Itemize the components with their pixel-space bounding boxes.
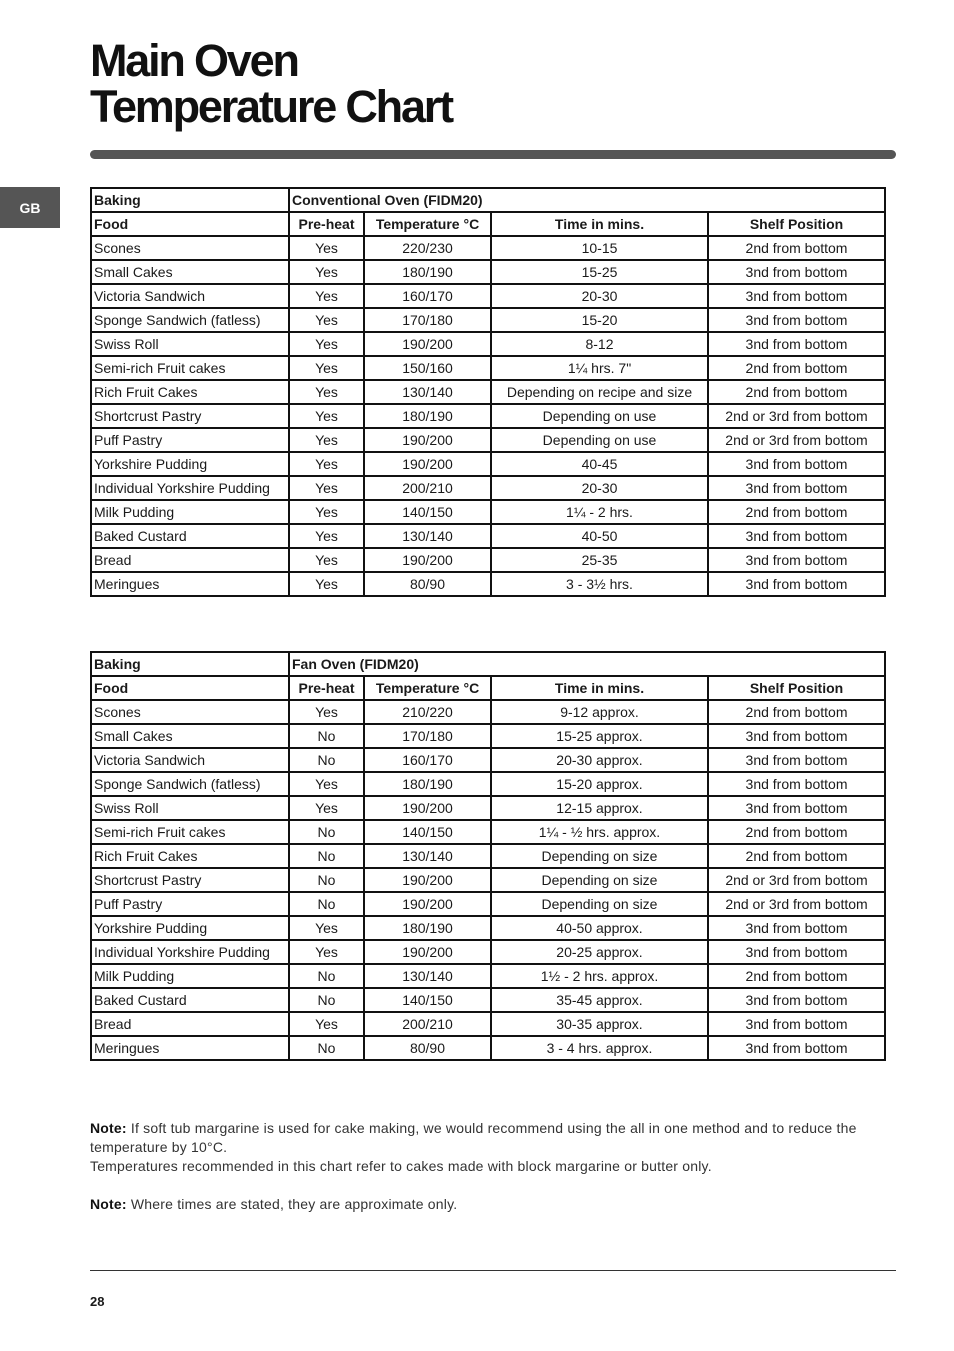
table-row [91, 500, 885, 524]
cell-shelf: 3nd from bottom [708, 988, 885, 1012]
table-row [91, 724, 885, 748]
cell-shelf: 3nd from bottom [708, 748, 885, 772]
cell-preheat: Yes [289, 572, 364, 596]
cell-time: 15-20 approx. [491, 772, 708, 796]
cell-shelf: 3nd from bottom [708, 548, 885, 572]
cell-temperature: 130/140 [364, 964, 491, 988]
table-body [91, 236, 885, 596]
cell-preheat: No [289, 820, 364, 844]
cell-preheat: Yes [289, 940, 364, 964]
col-food: Food [91, 212, 289, 236]
cell-time: 15-25 [491, 260, 708, 284]
cell-temperature: 190/200 [364, 796, 491, 820]
table-body [91, 700, 885, 1060]
note-label: Note: [90, 1120, 127, 1136]
table-row [91, 820, 885, 844]
cell-temperature: 180/190 [364, 916, 491, 940]
cell-time: Depending on size [491, 868, 708, 892]
table-row [91, 236, 885, 260]
column-header-row [91, 676, 885, 700]
cell-food: Milk Pudding [91, 964, 289, 988]
cell-shelf: 2nd or 3rd from bottom [708, 404, 885, 428]
col-time: Time in mins. [491, 212, 708, 236]
cell-preheat: Yes [289, 548, 364, 572]
cell-preheat: No [289, 1036, 364, 1060]
table-row [91, 524, 885, 548]
cell-temperature: 80/90 [364, 572, 491, 596]
col-food: Food [91, 676, 289, 700]
note-1-text: If soft tub margarine is used for cake making, we would recommend using the all in one method and to reduce the temperature by 10°C. [90, 1120, 857, 1155]
cell-time: 20-25 approx. [491, 940, 708, 964]
table-row [91, 940, 885, 964]
cell-preheat: Yes [289, 236, 364, 260]
table-row [91, 868, 885, 892]
cell-shelf: 2nd from bottom [708, 844, 885, 868]
cell-food: Rich Fruit Cakes [91, 380, 289, 404]
cell-shelf: 2nd or 3rd from bottom [708, 868, 885, 892]
cell-preheat: No [289, 988, 364, 1012]
cell-time: 10-15 [491, 236, 708, 260]
cell-preheat: Yes [289, 284, 364, 308]
table-row [91, 548, 885, 572]
cell-food: Semi-rich Fruit cakes [91, 356, 289, 380]
section-label: Baking [91, 652, 289, 676]
col-preheat: Pre-heat [289, 212, 364, 236]
cell-preheat: Yes [289, 524, 364, 548]
title-divider [90, 150, 896, 159]
oven-type-label: Fan Oven (FIDM20) [289, 652, 885, 676]
cell-food: Small Cakes [91, 260, 289, 284]
cell-time: 20-30 approx. [491, 748, 708, 772]
table-row [91, 308, 885, 332]
cell-shelf: 2nd from bottom [708, 236, 885, 260]
table-row [91, 380, 885, 404]
col-shelf: Shelf Position [708, 676, 885, 700]
col-time: Time in mins. [491, 676, 708, 700]
cell-temperature: 190/200 [364, 428, 491, 452]
cell-food: Swiss Roll [91, 796, 289, 820]
cell-food: Meringues [91, 1036, 289, 1060]
cell-food: Shortcrust Pastry [91, 868, 289, 892]
cell-time: 1¼ hrs. 7" [491, 356, 708, 380]
cell-food: Milk Pudding [91, 500, 289, 524]
cell-preheat: Yes [289, 308, 364, 332]
cell-shelf: 2nd from bottom [708, 500, 885, 524]
language-tab: GB [0, 187, 60, 228]
cell-food: Yorkshire Pudding [91, 452, 289, 476]
cell-shelf: 3nd from bottom [708, 476, 885, 500]
note-2 [90, 1195, 880, 1214]
footer-divider [90, 1270, 896, 1271]
cell-time: 30-35 approx. [491, 1012, 708, 1036]
cell-preheat: Yes [289, 700, 364, 724]
cell-food: Victoria Sandwich [91, 748, 289, 772]
page-title [90, 35, 452, 132]
cell-preheat: No [289, 964, 364, 988]
cell-temperature: 180/190 [364, 404, 491, 428]
cell-shelf: 2nd from bottom [708, 820, 885, 844]
cell-temperature: 190/200 [364, 940, 491, 964]
cell-food: Bread [91, 1012, 289, 1036]
cell-temperature: 170/180 [364, 724, 491, 748]
table-row [91, 892, 885, 916]
cell-shelf: 2nd or 3rd from bottom [708, 428, 885, 452]
oven-type-label: Conventional Oven (FIDM20) [289, 188, 885, 212]
cell-food: Individual Yorkshire Pudding [91, 940, 289, 964]
table-row [91, 356, 885, 380]
cell-food: Rich Fruit Cakes [91, 844, 289, 868]
table-row [91, 1036, 885, 1060]
cell-time: 15-25 approx. [491, 724, 708, 748]
cell-time: 8-12 [491, 332, 708, 356]
table-row [91, 988, 885, 1012]
cell-food: Scones [91, 700, 289, 724]
cell-preheat: Yes [289, 916, 364, 940]
cell-temperature: 130/140 [364, 524, 491, 548]
cell-time: 3 - 3½ hrs. [491, 572, 708, 596]
cell-preheat: Yes [289, 796, 364, 820]
note-label: Note: [90, 1196, 127, 1212]
cell-food: Semi-rich Fruit cakes [91, 820, 289, 844]
cell-food: Swiss Roll [91, 332, 289, 356]
cell-preheat: Yes [289, 332, 364, 356]
note-1 [90, 1119, 880, 1157]
cell-food: Puff Pastry [91, 892, 289, 916]
cell-temperature: 190/200 [364, 452, 491, 476]
cell-temperature: 200/210 [364, 1012, 491, 1036]
cell-temperature: 180/190 [364, 260, 491, 284]
cell-shelf: 3nd from bottom [708, 796, 885, 820]
cell-time: 25-35 [491, 548, 708, 572]
note-line-2: Temperatures recommended in this chart refer to cakes made with block margarine or butter only. [90, 1158, 712, 1174]
cell-shelf: 2nd from bottom [708, 380, 885, 404]
cell-time: 35-45 approx. [491, 988, 708, 1012]
cell-time: Depending on recipe and size [491, 380, 708, 404]
table-row [91, 748, 885, 772]
cell-time: 9-12 approx. [491, 700, 708, 724]
cell-time: 20-30 [491, 284, 708, 308]
table-row [91, 700, 885, 724]
cell-shelf: 3nd from bottom [708, 724, 885, 748]
cell-preheat: Yes [289, 500, 364, 524]
cell-temperature: 130/140 [364, 844, 491, 868]
cell-shelf: 2nd from bottom [708, 356, 885, 380]
cell-temperature: 220/230 [364, 236, 491, 260]
cell-shelf: 3nd from bottom [708, 916, 885, 940]
cell-temperature: 140/150 [364, 988, 491, 1012]
cell-preheat: Yes [289, 428, 364, 452]
table-row [91, 772, 885, 796]
conventional-oven-table [90, 187, 886, 597]
title-line-1: Main Oven [90, 35, 298, 86]
title-line-2: Temperature Chart [90, 81, 452, 132]
cell-temperature: 190/200 [364, 332, 491, 356]
col-shelf: Shelf Position [708, 212, 885, 236]
cell-time: 40-45 [491, 452, 708, 476]
cell-food: Individual Yorkshire Pudding [91, 476, 289, 500]
cell-shelf: 3nd from bottom [708, 452, 885, 476]
col-preheat: Pre-heat [289, 676, 364, 700]
table-row [91, 260, 885, 284]
cell-time: Depending on size [491, 892, 708, 916]
col-temperature: Temperature °C [364, 676, 491, 700]
cell-shelf: 2nd from bottom [708, 700, 885, 724]
cell-time: 1¼ - 2 hrs. [491, 500, 708, 524]
table-row [91, 1012, 885, 1036]
cell-shelf: 3nd from bottom [708, 284, 885, 308]
page-number: 28 [90, 1294, 105, 1309]
cell-temperature: 140/150 [364, 820, 491, 844]
cell-temperature: 190/200 [364, 868, 491, 892]
cell-food: Sponge Sandwich (fatless) [91, 772, 289, 796]
cell-time: Depending on size [491, 844, 708, 868]
cell-shelf: 2nd from bottom [708, 964, 885, 988]
table-row [91, 428, 885, 452]
cell-food: Bread [91, 548, 289, 572]
table-row [91, 572, 885, 596]
cell-food: Meringues [91, 572, 289, 596]
cell-temperature: 190/200 [364, 892, 491, 916]
cell-food: Sponge Sandwich (fatless) [91, 308, 289, 332]
cell-food: Scones [91, 236, 289, 260]
cell-time: 1½ - 2 hrs. approx. [491, 964, 708, 988]
cell-preheat: No [289, 724, 364, 748]
section-label: Baking [91, 188, 289, 212]
cell-food: Baked Custard [91, 524, 289, 548]
table-row [91, 916, 885, 940]
cell-shelf: 3nd from bottom [708, 1012, 885, 1036]
cell-preheat: No [289, 892, 364, 916]
cell-shelf: 3nd from bottom [708, 940, 885, 964]
cell-temperature: 180/190 [364, 772, 491, 796]
cell-preheat: Yes [289, 380, 364, 404]
cell-temperature: 160/170 [364, 284, 491, 308]
cell-food: Shortcrust Pastry [91, 404, 289, 428]
cell-temperature: 150/160 [364, 356, 491, 380]
cell-food: Baked Custard [91, 988, 289, 1012]
cell-shelf: 3nd from bottom [708, 1036, 885, 1060]
table-row [91, 284, 885, 308]
cell-temperature: 190/200 [364, 548, 491, 572]
cell-temperature: 210/220 [364, 700, 491, 724]
table-row [91, 796, 885, 820]
cell-preheat: No [289, 868, 364, 892]
table-row [91, 476, 885, 500]
cell-shelf: 3nd from bottom [708, 572, 885, 596]
cell-shelf: 3nd from bottom [708, 260, 885, 284]
col-temperature: Temperature °C [364, 212, 491, 236]
cell-preheat: Yes [289, 356, 364, 380]
notes-section [90, 1119, 880, 1214]
cell-food: Yorkshire Pudding [91, 916, 289, 940]
table-header-row [91, 188, 885, 212]
cell-time: 1¼ - ½ hrs. approx. [491, 820, 708, 844]
cell-preheat: No [289, 844, 364, 868]
cell-shelf: 3nd from bottom [708, 332, 885, 356]
table-row [91, 404, 885, 428]
table-row [91, 452, 885, 476]
fan-oven-table [90, 651, 886, 1061]
cell-temperature: 170/180 [364, 308, 491, 332]
table-header-row [91, 652, 885, 676]
cell-preheat: Yes [289, 260, 364, 284]
cell-food: Puff Pastry [91, 428, 289, 452]
cell-preheat: Yes [289, 1012, 364, 1036]
cell-time: 15-20 [491, 308, 708, 332]
cell-preheat: No [289, 748, 364, 772]
cell-time: 3 - 4 hrs. approx. [491, 1036, 708, 1060]
cell-shelf: 3nd from bottom [708, 524, 885, 548]
cell-shelf: 2nd or 3rd from bottom [708, 892, 885, 916]
cell-temperature: 140/150 [364, 500, 491, 524]
cell-preheat: Yes [289, 404, 364, 428]
cell-time: 40-50 approx. [491, 916, 708, 940]
cell-shelf: 3nd from bottom [708, 308, 885, 332]
cell-time: 40-50 [491, 524, 708, 548]
cell-time: 12-15 approx. [491, 796, 708, 820]
cell-time: Depending on use [491, 428, 708, 452]
note-2-text: Where times are stated, they are approximate only. [126, 1196, 458, 1212]
cell-time: 20-30 [491, 476, 708, 500]
cell-food: Small Cakes [91, 724, 289, 748]
cell-temperature: 80/90 [364, 1036, 491, 1060]
cell-time: Depending on use [491, 404, 708, 428]
cell-preheat: Yes [289, 772, 364, 796]
cell-preheat: Yes [289, 452, 364, 476]
table-row [91, 964, 885, 988]
cell-temperature: 130/140 [364, 380, 491, 404]
cell-food: Victoria Sandwich [91, 284, 289, 308]
cell-preheat: Yes [289, 476, 364, 500]
cell-shelf: 3nd from bottom [708, 772, 885, 796]
table-row [91, 332, 885, 356]
cell-temperature: 160/170 [364, 748, 491, 772]
cell-temperature: 200/210 [364, 476, 491, 500]
column-header-row [91, 212, 885, 236]
table-row [91, 844, 885, 868]
